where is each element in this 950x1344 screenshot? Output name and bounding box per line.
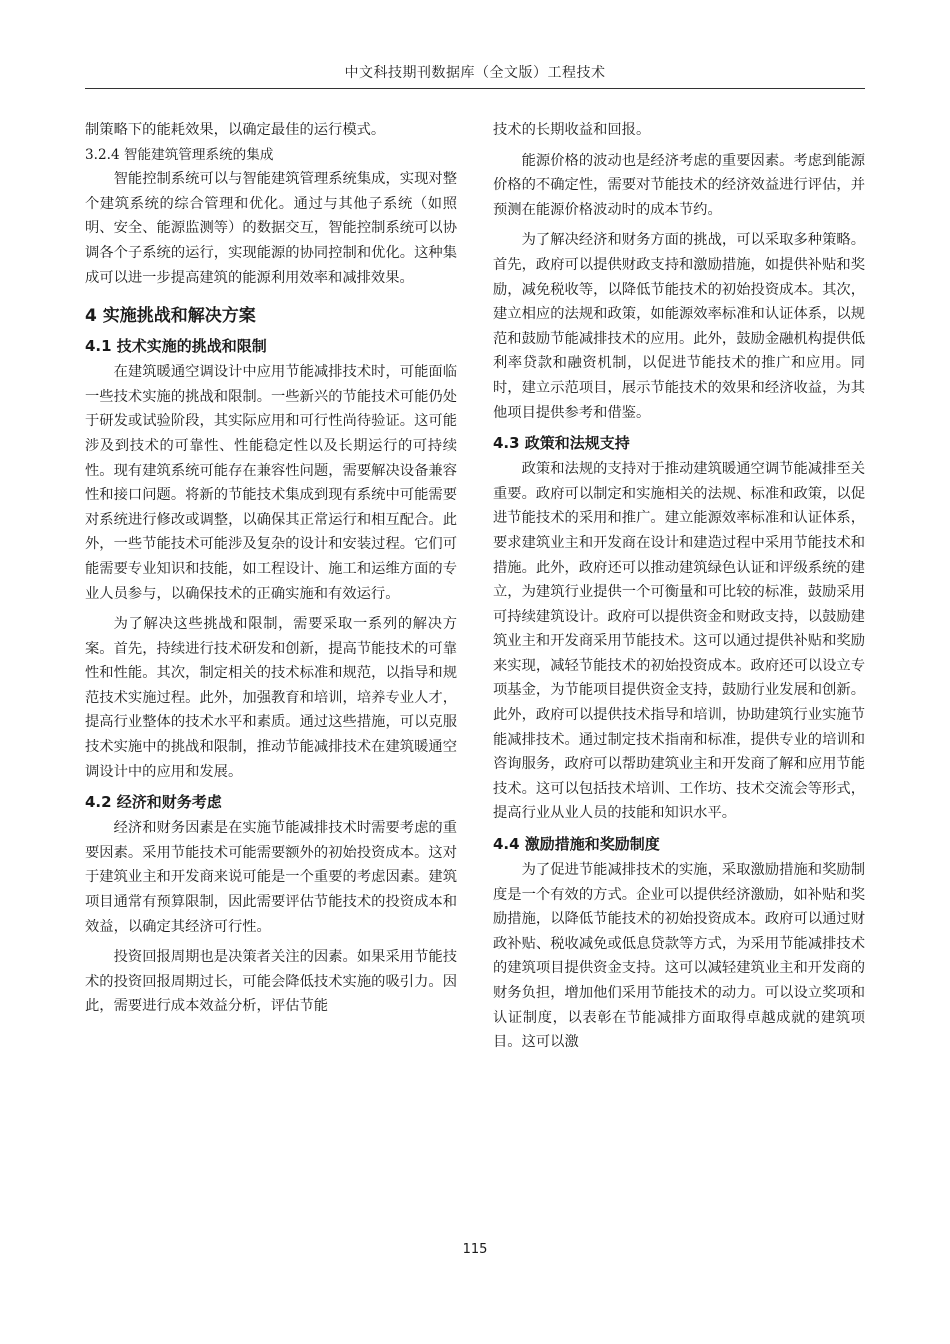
paragraph-continuation: 制策略下的能耗效果，以确定最佳的运行模式。 [85, 122, 386, 138]
paragraph-economic-factors: 经济和财务因素是在实施节能减排技术时需要考虑的重要因素。采用节能技术可能需要额外的初始投资成本。这对于建筑业主和开发商来说可能是一个重要的考虑因素。建筑项目通常有预算限制，因此需要评估节能技术的投资成本和效益，以确定其经济可行性。 [85, 820, 457, 935]
section-heading-4-3: 4.3 政策和法规支持 [493, 434, 630, 453]
paragraph-policy-support: 政策和法规的支持对于推动建筑暖通空调节能减排至关重要。政府可以制定和实施相关的法规、标准和政策，以促进节能技术的采用和推广。建立能源效率标准和认证体系，要求建筑业主和开发商在设计和建造过程中采用节能技术和措施。此外，政府还可以推动建筑绿色认证和评级系统的建立，为建筑行业提供一个可衡量和可比较的标准，鼓励采用可持续建筑设计。政府可以提供资金和财政支持，以鼓励建筑业主和开发商采用节能技术。这可以通过提供补贴和奖励来实现，减轻节能技术的初始投资成本。政府还可以设立专项基金，为节能项目提供资金支持，鼓励行业发展和创新。此外，政府可以提供技术指导和培训，协助建筑行业实施节能减排技术。通过制定技术指南和标准，提供专业的培训和咨询服务，政府可以帮助建筑业主和开发商了解和应用节能技术。这可以包括技术培训、工作坊、技术交流会等形式，提高行业从业人员的技能和知识水平。 [493, 461, 865, 822]
paragraph-intelligent-building: 智能控制系统可以与智能建筑管理系统集成，实现对整个建筑系统的综合管理和优化。通过与其他子系统（如照明、安全、能源监测等）的数据交互，智能控制系统可以协调各个子系统的运行，实现能源的协同控制和优化。这种集成可以进一步提高建筑的能源利用效率和减排效果。 [85, 171, 457, 286]
right-column [493, 118, 865, 1055]
section-heading-3-2-4: 3.2.4 智能建筑管理系统的集成 [85, 146, 274, 163]
paragraph-tech-solutions: 为了解决这些挑战和限制，需要采取一系列的解决方案。首先，持续进行技术研发和创新，提高节能技术的可靠性和性能。其次，制定相关的技术标准和规范，以指导和规范技术实施过程。此外，加强教育和培训，培养专业人才，提高行业整体的技术水平和素质。通过这些措施，可以克服技术实施中的挑战和限制，推动节能减排技术在建筑暖通空调设计中的应用和发展。 [85, 616, 457, 780]
paragraph-tech-challenges: 在建筑暖通空调设计中应用节能减排技术时，可能面临一些技术实施的挑战和限制。一些新兴的节能技术可能仍处于研发或试验阶段，其实际应用和可行性尚待验证。这可能涉及到技术的可靠性、性能稳定性以及长期运行的可持续性。现有建筑系统可能存在兼容性问题，需要解决设备兼容性和接口问题。将新的节能技术集成到现有系统中可能需要对系统进行修改或调整，以确保其正常运行和相互配合。此外，一些节能技术可能涉及复杂的设计和安装过程。它们可能需要专业知识和技能，如工程设计、施工和运维方面的专业人员参与，以确保技术的正确实施和有效运行。 [85, 364, 457, 602]
section-heading-4-4: 4.4 激励措施和奖励制度 [493, 835, 660, 854]
section-heading-4-1: 4.1 技术实施的挑战和限制 [85, 337, 267, 356]
section-heading-4: 4 实施挑战和解决方案 [85, 306, 256, 327]
paragraph-payback-period: 投资回报周期也是决策者关注的因素。如果采用节能技术的投资回报周期过长，可能会降低技术实施的吸引力。因此，需要进行成本效益分析，评估节能 [85, 949, 457, 1015]
paragraph-energy-price: 能源价格的波动也是经济考虑的重要因素。考虑到能源价格的不确定性，需要对节能技术的经济效益进行评估，并预测在能源价格波动时的成本节约。 [493, 152, 865, 218]
header-rule [85, 88, 865, 89]
paragraph-incentives: 为了促进节能减排技术的实施，采取激励措施和奖励制度是一个有效的方式。企业可以提供经济激励，如补贴和奖励措施，以降低节能技术的初始投资成本。政府可以通过财政补贴、税收减免或低息贷款等方式，为采用节能减排技术的建筑项目提供资金支持。这可以减轻建筑业主和开发商的财务负担，增加他们采用节能技术的动力。可以设立奖项和认证制度，以表彰在节能减排方面取得卓越成就的建筑项目。这可以激 [493, 862, 865, 1051]
paragraph-continuation-right: 技术的长期收益和回报。 [493, 122, 651, 138]
page-number: 115 [462, 1242, 488, 1257]
journal-header: 中文科技期刊数据库（全文版）工程技术 [344, 65, 606, 81]
section-heading-4-2: 4.2 经济和财务考虑 [85, 793, 222, 812]
paragraph-economic-strategies: 为了解决经济和财务方面的挑战，可以采取多种策略。首先，政府可以提供财政支持和激励措施，如提供补贴和奖励，减免税收等，以降低节能技术的初始投资成本。其次，建立相应的法规和政策，如能源效率标准和认证体系，以规范和鼓励节能减排技术的应用。此外，鼓励金融机构提供低利率贷款和融资机制，以促进节能技术的推广和应用。同时，建立示范项目，展示节能技术的效果和经济收益，为其他项目提供参考和借鉴。 [493, 232, 865, 421]
left-column [85, 118, 457, 1019]
